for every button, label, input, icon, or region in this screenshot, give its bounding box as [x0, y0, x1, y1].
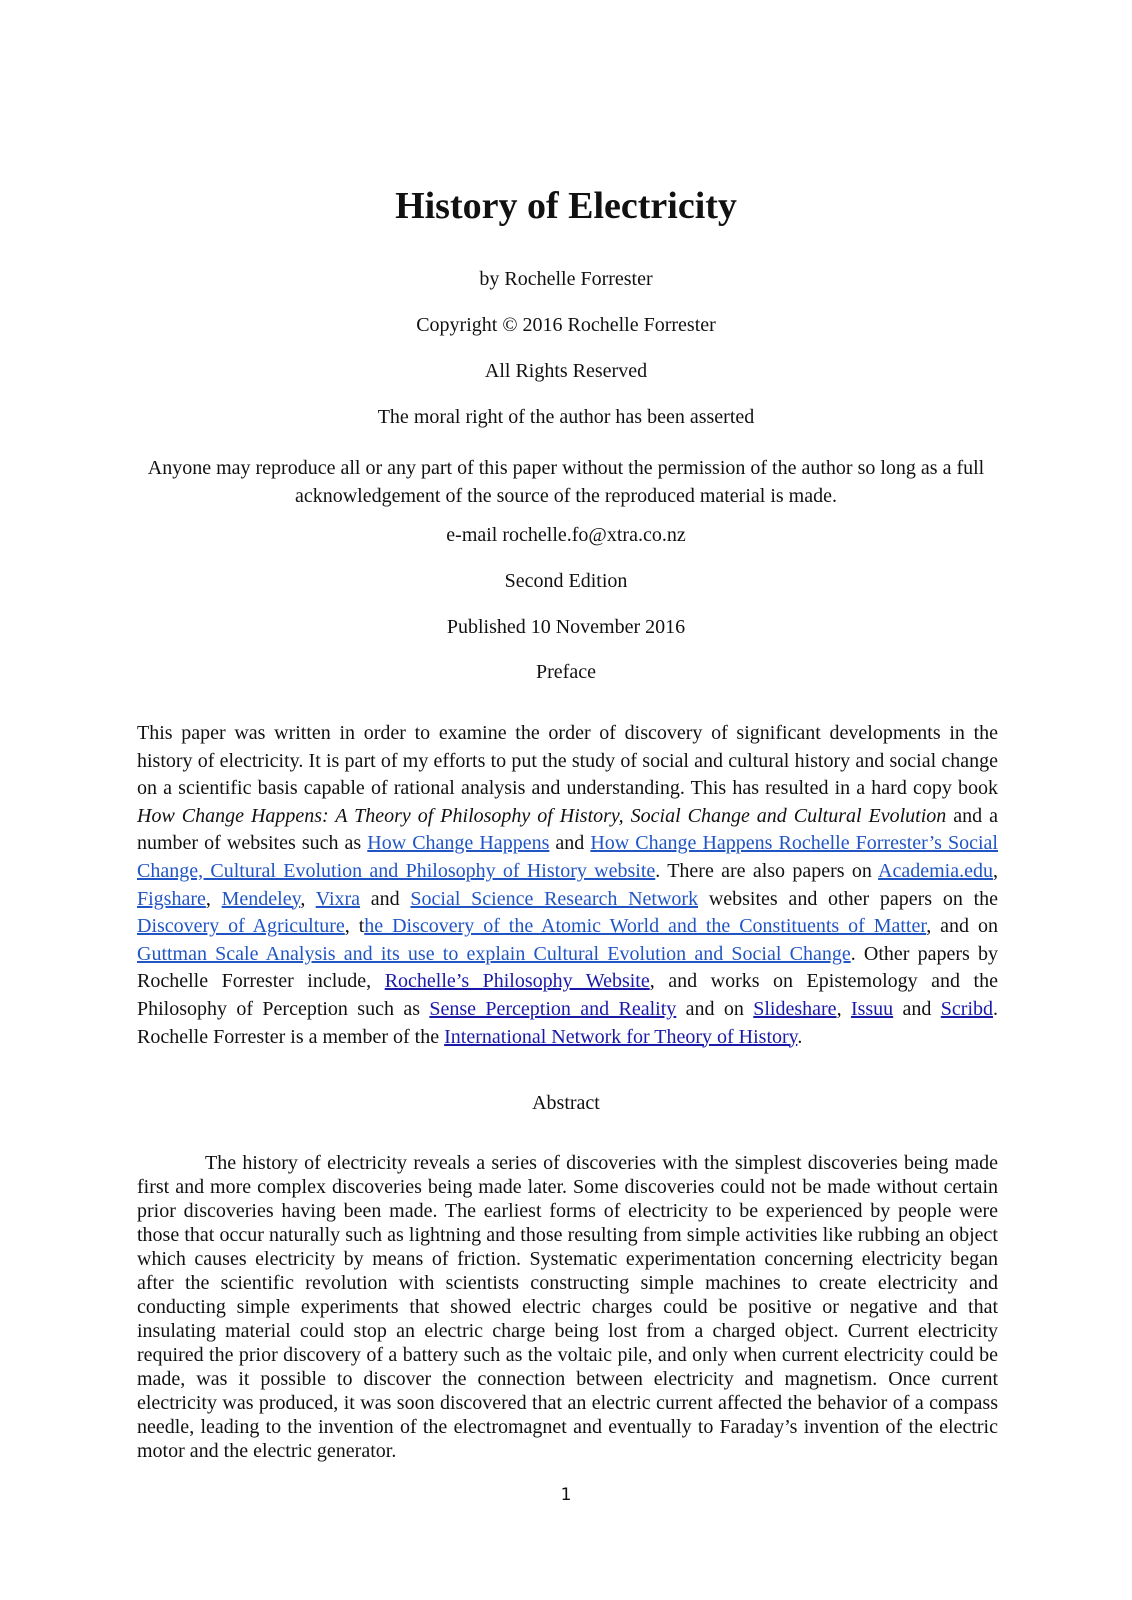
preface-text: ,	[993, 859, 998, 882]
copyright-line: Copyright © 2016 Rochelle Forrester	[416, 314, 716, 336]
preface-text: . There are also papers on	[655, 859, 879, 882]
rights-line: All Rights Reserved	[484, 360, 648, 382]
document-title: History of Electricity	[395, 185, 737, 227]
link-issuu[interactable]: Issuu	[850, 997, 894, 1020]
abstract-paragraph: The history of electricity reveals a series of discoveries with the simplest discoveries being made first and more complex discoveries being made later. Some discoveries could not be made without certain prior discoveries having been made. The earliest forms of electricity to be experienced by people were those that occur naturally such as lightning and those resulting from simple activities like rubbing an object which causes electricity by means of friction. Systematic experimentation concerning electricity began after the scientific revolution with scientists constructing simple machines to create electricity and conducting simple experiments that showed electric charges could be positive or negative and that insulating material could stop an electric charge being lost from a charged object. Current electricity required the prior discovery of a battery such as the voltaic pile, and only when current electricity could be made, was it possible to discover the connection between electricity and magnetism. Once current electricity was produced, it was soon discovered that an electric current affected the behavior of a compass needle, leading to the invention of the electromagnet and eventually to Faraday’s invention of the electric motor and the electric generator.	[137, 1152, 998, 1462]
link-how-change-happens[interactable]: How Change Happens	[367, 832, 550, 855]
link-atomic-world[interactable]: he Discovery of the Atomic World and the Constituents of Matter	[364, 915, 927, 938]
link-guttman-scale[interactable]: Guttman Scale Analysis and its use to explain Cultural Evolution and Social Change	[137, 942, 851, 965]
link-sense-perception[interactable]: Sense Perception and Reality	[429, 997, 677, 1020]
book-title: How Change Happens: A Theory of Philosophy of History, Social Change and Cultural Evolution	[137, 804, 947, 827]
abstract-heading: Abstract	[532, 1092, 600, 1114]
preface-heading: Preface	[536, 661, 596, 683]
preface-text: . Rochelle Forrester is a member of the	[137, 997, 998, 1048]
preface-text: and a number of websites such as	[137, 804, 998, 855]
preface-text: ,	[836, 997, 851, 1020]
preface-text: . Other papers by Rochelle Forrester include,	[137, 942, 998, 993]
link-discovery-agriculture[interactable]: Discovery of Agriculture	[137, 915, 345, 938]
link-slideshare[interactable]: Slideshare	[753, 997, 837, 1020]
link-vixra[interactable]: Vixra	[315, 887, 361, 910]
preface-text: and	[549, 832, 591, 855]
published-line: Published 10 November 2016	[446, 616, 686, 638]
reproduction-notice: Anyone may reproduce all or any part of this paper without the permission of the author so long as a full acknowledgement of the source of the reproduced material is made.	[147, 457, 985, 507]
preface-text: and	[360, 887, 411, 910]
preface-text: , and on	[926, 915, 998, 938]
link-international-network[interactable]: International Network for Theory of History	[444, 1025, 798, 1048]
preface-text: and on	[676, 997, 754, 1020]
preface-text: ,	[205, 887, 222, 910]
email-line: e-mail rochelle.fo@xtra.co.nz	[446, 524, 686, 546]
preface-text: , and works on Epistemology and the Philosophy of Perception such as	[137, 970, 998, 1020]
link-scribd[interactable]: Scribd	[940, 997, 993, 1020]
preface-text: ,	[300, 887, 316, 910]
preface-text: websites and other papers on the	[698, 887, 998, 910]
page-number: 1	[560, 1485, 572, 1505]
link-academia[interactable]: Academia.edu	[878, 859, 993, 882]
link-philosophy-website[interactable]: Rochelle’s Philosophy Website	[384, 970, 650, 993]
link-ssrn[interactable]: Social Science Research Network	[410, 887, 699, 910]
preface-paragraph	[137, 720, 998, 1051]
preface-text: and	[893, 997, 941, 1020]
moral-right-line: The moral right of the author has been asserted	[377, 406, 755, 428]
preface-text: .	[797, 1025, 803, 1048]
link-mendeley[interactable]: Mendeley	[221, 887, 301, 910]
link-figshare[interactable]: Figshare	[137, 887, 206, 910]
preface-text: This paper was written in order to examine the order of discovery of significant developments in the history of electricity. It is part of my efforts to put the study of social and cultural history and social change on a scientific basis capable of rational analysis and understanding. This has resulted in a hard copy book	[137, 722, 998, 800]
preface-text: , t	[344, 915, 365, 938]
link-forrester-website[interactable]: How Change Happens Rochelle Forrester’s Social Change, Cultural Evolution and Philosophy of History website	[137, 832, 998, 882]
edition-line: Second Edition	[504, 570, 628, 592]
byline: by Rochelle Forrester	[479, 268, 653, 290]
